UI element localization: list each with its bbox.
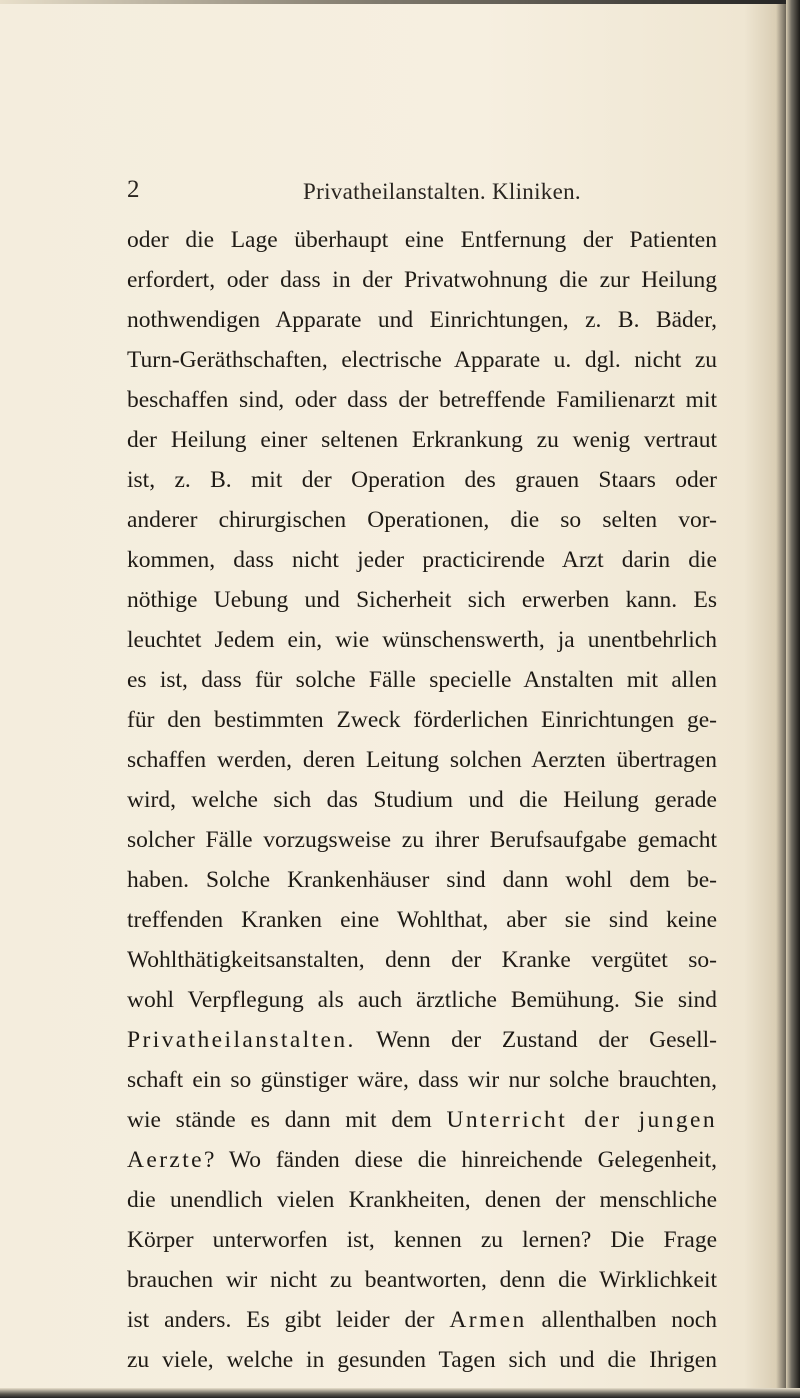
text-line: erfordert, oder dass in der Privatwohnung die zur Heilung: [127, 267, 717, 293]
text-line: ist, z. B. mit der Operation des grauen Staars oder: [127, 467, 717, 493]
running-head: Privatheilanstalten. Kliniken.: [303, 179, 581, 204]
page-number: 2: [127, 176, 140, 203]
text-segment: Wenn der Zustand der Gesell-: [355, 1027, 717, 1053]
scan-top-edge: [0, 0, 800, 4]
text-segment: ist anders. Es gibt leider der: [127, 1307, 450, 1333]
text-line: [127, 1140, 717, 1180]
text-line: es ist, dass für solche Fälle specielle Anstalten mit allen: [127, 667, 717, 693]
text-line: nothwendigen Apparate und Einrichtungen, z. B. Bäder,: [127, 307, 717, 333]
text-line: wohl Verpflegung als auch ärztliche Bemühung. Sie sind: [127, 987, 717, 1013]
body-text: [127, 220, 717, 1380]
text-segment: ? Wo fänden diese die hinreichende Gelegenheit,: [204, 1147, 717, 1173]
text-line: die unendlich vielen Krankheiten, denen der menschliche: [127, 1187, 717, 1213]
spaced-emphasis: Armen: [449, 1307, 527, 1333]
scan-right-edge: [786, 0, 800, 1398]
text-line: der Heilung einer seltenen Erkrankung zu wenig vertraut: [127, 427, 717, 453]
text-line: für den bestimmten Zweck förderlichen Einrichtungen ge-: [127, 707, 717, 733]
text-line: [127, 1300, 717, 1340]
text-line: oder die Lage überhaupt eine Entfernung der Patienten: [127, 227, 717, 253]
text-line: brauchen wir nicht zu beantworten, denn die Wirklichkeit: [127, 1267, 717, 1293]
text-line: kommen, dass nicht jeder practicirende Arzt darin die: [127, 547, 717, 573]
text-line: [127, 1020, 717, 1060]
text-line: Turn-Geräthschaften, electrische Apparate u. dgl. nicht zu: [127, 347, 717, 373]
text-line: haben. Solche Krankenhäuser sind dann wohl dem be-: [127, 867, 717, 893]
spaced-emphasis: Unterricht der jungen: [446, 1107, 717, 1133]
text-line: leuchtet Jedem ein, wie wünschenswerth, ja unentbehrlich: [127, 627, 717, 653]
text-line: beschaffen sind, oder dass der betreffende Familienarzt mit: [127, 387, 717, 413]
text-line: wird, welche sich das Studium und die Heilung gerade: [127, 787, 717, 813]
text-line: schaffen werden, deren Leitung solchen Aerzten übertragen: [127, 747, 717, 773]
text-line: solcher Fälle vorzugsweise zu ihrer Berufsaufgabe gemacht: [127, 827, 717, 853]
text-line: anderer chirurgischen Operationen, die so selten vor-: [127, 507, 717, 533]
text-segment: wie stände es dann mit dem: [127, 1107, 447, 1133]
text-line: Wohlthätigkeitsanstalten, denn der Kranke vergütet so-: [127, 947, 717, 973]
text-line: [127, 1100, 717, 1140]
scan-bottom-edge: [0, 1388, 800, 1398]
text-segment: allenthalben noch: [526, 1307, 717, 1333]
page-header: [127, 176, 717, 212]
text-line: nöthige Uebung und Sicherheit sich erwerben kann. Es: [127, 587, 717, 613]
text-line: schaft ein so günstiger wäre, dass wir nur solche brauchten,: [127, 1067, 717, 1093]
spaced-emphasis: Privatheilanstalten.: [127, 1027, 356, 1053]
spaced-emphasis: Aerzte: [127, 1147, 205, 1173]
text-line: treffenden Kranken eine Wohlthat, aber sie sind keine: [127, 907, 717, 933]
text-line: Körper unterworfen ist, kennen zu lernen? Die Frage: [127, 1227, 717, 1253]
text-line: zu viele, welche in gesunden Tagen sich und die Ihrigen: [127, 1347, 717, 1373]
